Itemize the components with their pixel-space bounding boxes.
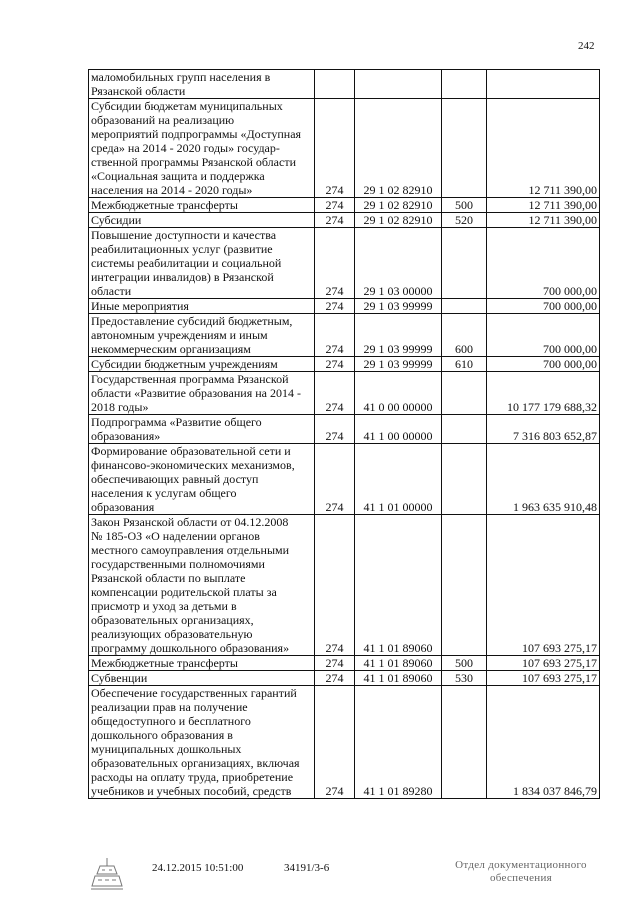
cell-name: Субсидии бюджетным учреждениям bbox=[89, 357, 315, 372]
cell-department-code: 274 bbox=[315, 372, 355, 415]
table-row bbox=[89, 415, 600, 444]
cell-amount: 10 177 179 688,32 bbox=[487, 372, 600, 415]
cell-target-article: 29 1 03 99999 bbox=[355, 299, 442, 314]
table-row bbox=[89, 671, 600, 686]
cell-target-article: 29 1 02 82910 bbox=[355, 213, 442, 228]
cell-department-code: 274 bbox=[315, 415, 355, 444]
cell-expense-type: 530 bbox=[442, 671, 487, 686]
cell-department-code: 274 bbox=[315, 357, 355, 372]
cell-name: Формирование образовательной сети и финансово-экономических механизмов, обеспечивающих равный доступ населения к услугам общего образования bbox=[89, 444, 315, 515]
cell-expense-type bbox=[442, 228, 487, 299]
cell-amount: 12 711 390,00 bbox=[487, 213, 600, 228]
cell-name: Межбюджетные трансферты bbox=[89, 198, 315, 213]
cell-amount: 700 000,00 bbox=[487, 299, 600, 314]
cell-name: Иные мероприятия bbox=[89, 299, 315, 314]
table-row bbox=[89, 515, 600, 656]
cell-target-article: 41 1 01 89060 bbox=[355, 515, 442, 656]
emblem-icon bbox=[90, 856, 124, 895]
table-row bbox=[89, 70, 600, 99]
cell-department-code: 274 bbox=[315, 515, 355, 656]
page-number: 242 bbox=[578, 40, 595, 52]
cell-amount: 700 000,00 bbox=[487, 228, 600, 299]
cell-department-code: 274 bbox=[315, 198, 355, 213]
cell-expense-type bbox=[442, 686, 487, 799]
cell-amount: 12 711 390,00 bbox=[487, 198, 600, 213]
cell-department-code: 274 bbox=[315, 299, 355, 314]
cell-expense-type bbox=[442, 444, 487, 515]
cell-name: Обеспечение государственных гарантий реализации прав на получение общедоступного и бесплатного дошкольного образования в муниципальных дошкольных образовательных организациях, включая расходы на оплату труда, приобретение учебников и учебных пособий, средств bbox=[89, 686, 315, 799]
cell-department-code bbox=[315, 70, 355, 99]
cell-amount: 1 963 635 910,48 bbox=[487, 444, 600, 515]
cell-name: Субсидии bbox=[89, 213, 315, 228]
cell-department-code: 274 bbox=[315, 686, 355, 799]
footer bbox=[0, 856, 640, 896]
cell-expense-type bbox=[442, 99, 487, 198]
cell-target-article: 41 0 00 00000 bbox=[355, 372, 442, 415]
footer-department-stamp: Отдел документационного обеспечения bbox=[455, 859, 587, 884]
table-row bbox=[89, 228, 600, 299]
cell-target-article: 29 1 03 99999 bbox=[355, 314, 442, 357]
cell-name: Субсидии бюджетам муниципальных образований на реализацию мероприятий подпрограммы «Доступная среда» на 2014 - 2020 годы» государ- ственной программы Рязанской области «Социальная защита и поддержка населения на 2014 - 2020 годы» bbox=[89, 99, 315, 198]
cell-amount: 107 693 275,17 bbox=[487, 656, 600, 671]
cell-amount: 700 000,00 bbox=[487, 357, 600, 372]
cell-department-code: 274 bbox=[315, 99, 355, 198]
cell-expense-type bbox=[442, 70, 487, 99]
cell-target-article: 41 1 01 00000 bbox=[355, 444, 442, 515]
cell-amount: 107 693 275,17 bbox=[487, 515, 600, 656]
table-row bbox=[89, 198, 600, 213]
cell-expense-type: 500 bbox=[442, 198, 487, 213]
table-row bbox=[89, 213, 600, 228]
cell-name: маломобильных групп населения в Рязанской области bbox=[89, 70, 315, 99]
cell-expense-type: 500 bbox=[442, 656, 487, 671]
cell-department-code: 274 bbox=[315, 444, 355, 515]
cell-amount: 1 834 037 846,79 bbox=[487, 686, 600, 799]
table-row bbox=[89, 656, 600, 671]
footer-timestamp: 24.12.2015 10:51:00 bbox=[152, 862, 244, 874]
cell-department-code: 274 bbox=[315, 656, 355, 671]
cell-expense-type bbox=[442, 372, 487, 415]
cell-name: Повышение доступности и качества реабилитационных услуг (развитие системы реабилитации и социальной интеграции инвалидов) в Рязанской области bbox=[89, 228, 315, 299]
table-row bbox=[89, 686, 600, 799]
cell-amount: 107 693 275,17 bbox=[487, 671, 600, 686]
cell-target-article: 41 1 00 00000 bbox=[355, 415, 442, 444]
cell-name: Закон Рязанской области от 04.12.2008 № 185-ОЗ «О наделении органов местного самоуправления отдельными государственными полномочиями Рязанской области по выплате компенсации родительской платы за присмотр и уход за детьми в образовательных организациях, реализующих образовательную программу дошкольного образования» bbox=[89, 515, 315, 656]
cell-expense-type: 600 bbox=[442, 314, 487, 357]
cell-expense-type bbox=[442, 515, 487, 656]
table-body bbox=[89, 70, 600, 799]
cell-amount bbox=[487, 70, 600, 99]
cell-name: Подпрограмма «Развитие общего образования» bbox=[89, 415, 315, 444]
cell-target-article: 29 1 03 00000 bbox=[355, 228, 442, 299]
cell-target-article: 29 1 03 99999 bbox=[355, 357, 442, 372]
cell-name: Межбюджетные трансферты bbox=[89, 656, 315, 671]
table-row bbox=[89, 299, 600, 314]
cell-department-code: 274 bbox=[315, 228, 355, 299]
cell-amount: 12 711 390,00 bbox=[487, 99, 600, 198]
cell-name: Государственная программа Рязанской области «Развитие образования на 2014 - 2018 годы» bbox=[89, 372, 315, 415]
cell-department-code: 274 bbox=[315, 671, 355, 686]
cell-target-article: 41 1 01 89280 bbox=[355, 686, 442, 799]
cell-target-article: 41 1 01 89060 bbox=[355, 671, 442, 686]
table-row bbox=[89, 314, 600, 357]
cell-department-code: 274 bbox=[315, 314, 355, 357]
cell-name: Предоставление субсидий бюджетным, автономным учреждениям и иным некоммерческим организациям bbox=[89, 314, 315, 357]
table-row bbox=[89, 99, 600, 198]
cell-name: Субвенции bbox=[89, 671, 315, 686]
cell-target-article: 29 1 02 82910 bbox=[355, 198, 442, 213]
cell-target-article: 29 1 02 82910 bbox=[355, 99, 442, 198]
cell-department-code: 274 bbox=[315, 213, 355, 228]
cell-expense-type bbox=[442, 299, 487, 314]
cell-expense-type bbox=[442, 415, 487, 444]
table-row bbox=[89, 444, 600, 515]
table-row bbox=[89, 372, 600, 415]
cell-target-article: 41 1 01 89060 bbox=[355, 656, 442, 671]
cell-expense-type: 610 bbox=[442, 357, 487, 372]
cell-target-article bbox=[355, 70, 442, 99]
table-row bbox=[89, 357, 600, 372]
cell-expense-type: 520 bbox=[442, 213, 487, 228]
footer-doc-number: 34191/3-6 bbox=[284, 862, 330, 874]
cell-amount: 700 000,00 bbox=[487, 314, 600, 357]
cell-amount: 7 316 803 652,87 bbox=[487, 415, 600, 444]
budget-table bbox=[88, 69, 600, 799]
